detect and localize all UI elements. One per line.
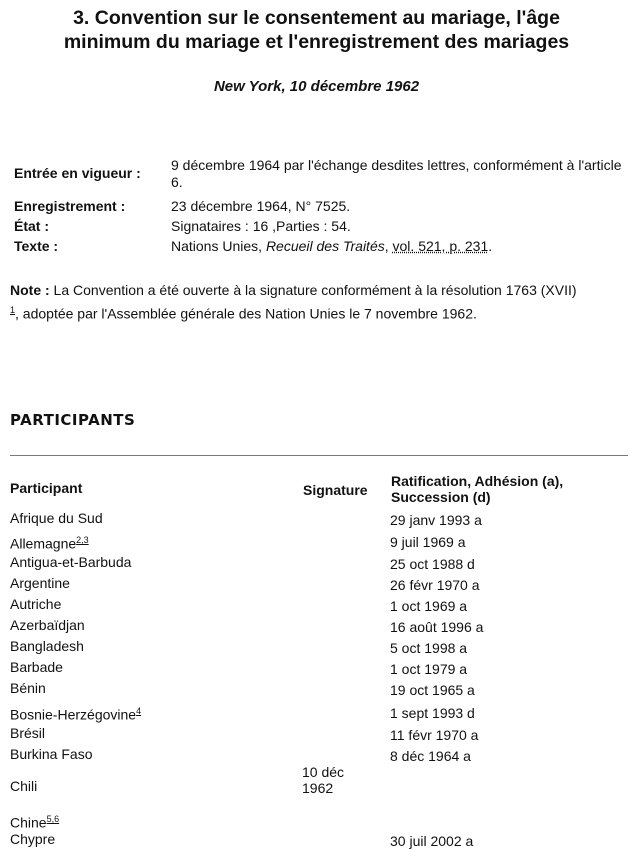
participant-name xyxy=(10,532,89,552)
section-title: PARTICIPANTS xyxy=(10,411,136,429)
meta-value xyxy=(171,238,626,255)
ratification-date: 11 févr 1970 a xyxy=(390,727,479,743)
meta-label: Enregistrement : xyxy=(14,198,126,214)
ratification-date: 19 oct 1965 a xyxy=(390,682,475,698)
divider xyxy=(10,455,628,456)
participant-label: Autriche xyxy=(10,596,62,612)
ratification-date: 5 oct 1998 a xyxy=(390,640,468,656)
ratification-date: 25 oct 1988 d xyxy=(390,556,475,572)
meta-label: Entrée en vigueur : xyxy=(14,165,141,181)
period: . xyxy=(488,238,493,254)
separator: , xyxy=(384,238,393,254)
title-line: 3. Convention sur le consentement au mariage, l'âge xyxy=(73,7,560,29)
participant-name xyxy=(10,680,46,696)
meta-label: Texte : xyxy=(14,238,59,254)
participant-name xyxy=(10,778,37,794)
participant-label: Allemagne xyxy=(10,535,77,552)
document-title xyxy=(0,6,633,54)
participant-name xyxy=(10,617,85,633)
ratification-date: 1 oct 1979 a xyxy=(390,661,468,677)
participant-label: Azerbaïdjan xyxy=(10,617,85,633)
participant-name xyxy=(10,510,103,526)
footnote-link[interactable]: 1 xyxy=(10,305,16,315)
ratification-date: 9 juil 1969 a xyxy=(390,534,466,550)
footnote-link[interactable]: 5,6 xyxy=(46,814,60,824)
participant-name xyxy=(10,638,84,654)
participant-label: Argentine xyxy=(10,575,70,591)
note-text: , adoptée par l'Assemblée générale des Nation Unies le 7 novembre 1962. xyxy=(15,305,477,322)
participant-name xyxy=(10,575,70,591)
signature-date: 10 déc 1962 xyxy=(302,764,345,796)
meta-value: 23 décembre 1964, N° 7525. xyxy=(171,198,351,214)
meta-value: 9 décembre 1964 par l'échange desdites lettres, conformément à l'article 6. xyxy=(171,157,622,190)
text-prefix: Nations Unies, xyxy=(171,238,266,254)
participant-label: Bosnie-Herzégovine xyxy=(10,706,137,723)
footnote-link[interactable]: 2,3 xyxy=(76,535,89,545)
note-label: Note : xyxy=(10,282,50,298)
participant-label: Chine xyxy=(10,814,47,831)
participant-label: Afrique du Sud xyxy=(10,510,103,526)
participant-label: Brésil xyxy=(10,725,46,741)
volume-link[interactable]: vol. 521, p. 231 xyxy=(392,238,489,254)
participant-name xyxy=(10,811,59,831)
participant-label: Antigua-et-Barbuda xyxy=(10,554,132,570)
ratification-date: 26 févr 1970 a xyxy=(390,577,480,593)
participant-label: Bénin xyxy=(10,680,46,696)
participant-label: Chypre xyxy=(10,831,56,847)
participant-label: Barbade xyxy=(10,659,63,675)
note xyxy=(10,280,625,324)
participant-name xyxy=(10,725,45,741)
ratification-date: 1 oct 1969 a xyxy=(390,598,468,614)
header-participant: Participant xyxy=(10,480,83,496)
participant-name xyxy=(10,746,92,762)
participant-name xyxy=(10,831,55,847)
participant-label: Bangladesh xyxy=(10,638,84,654)
ratification-date: 1 sept 1993 d xyxy=(390,705,475,721)
participant-name xyxy=(10,659,63,675)
footnote-link[interactable]: 4 xyxy=(136,706,142,716)
ratification-date: 16 août 1996 a xyxy=(390,619,484,635)
meta-value: Signataires : 16 ,Parties : 54. xyxy=(171,218,351,234)
participant-name xyxy=(10,596,61,612)
participant-label: Chili xyxy=(10,778,38,794)
ratification-date: 8 déc 1964 a xyxy=(390,748,471,764)
ratification-date: 30 juil 2002 a xyxy=(390,833,474,849)
header-ratification: Ratification, Adhésion (a), Succession (d) xyxy=(391,473,564,505)
ratification-date: 29 janv 1993 a xyxy=(390,512,482,528)
header-signature: Signature xyxy=(303,482,368,498)
note-text: La Convention a été ouverte à la signature conformément à la résolution 1763 (XVII) xyxy=(49,282,577,298)
participant-name xyxy=(10,554,131,570)
title-line: minimum du mariage et l'enregistrement des mariages xyxy=(63,31,570,53)
treaty-series: Recueil des Traités xyxy=(265,238,385,254)
participant-name xyxy=(10,703,141,723)
meta-label: État : xyxy=(14,218,49,234)
participant-label: Burkina Faso xyxy=(10,746,93,762)
place-date: New York, 10 décembre 1962 xyxy=(213,78,420,95)
